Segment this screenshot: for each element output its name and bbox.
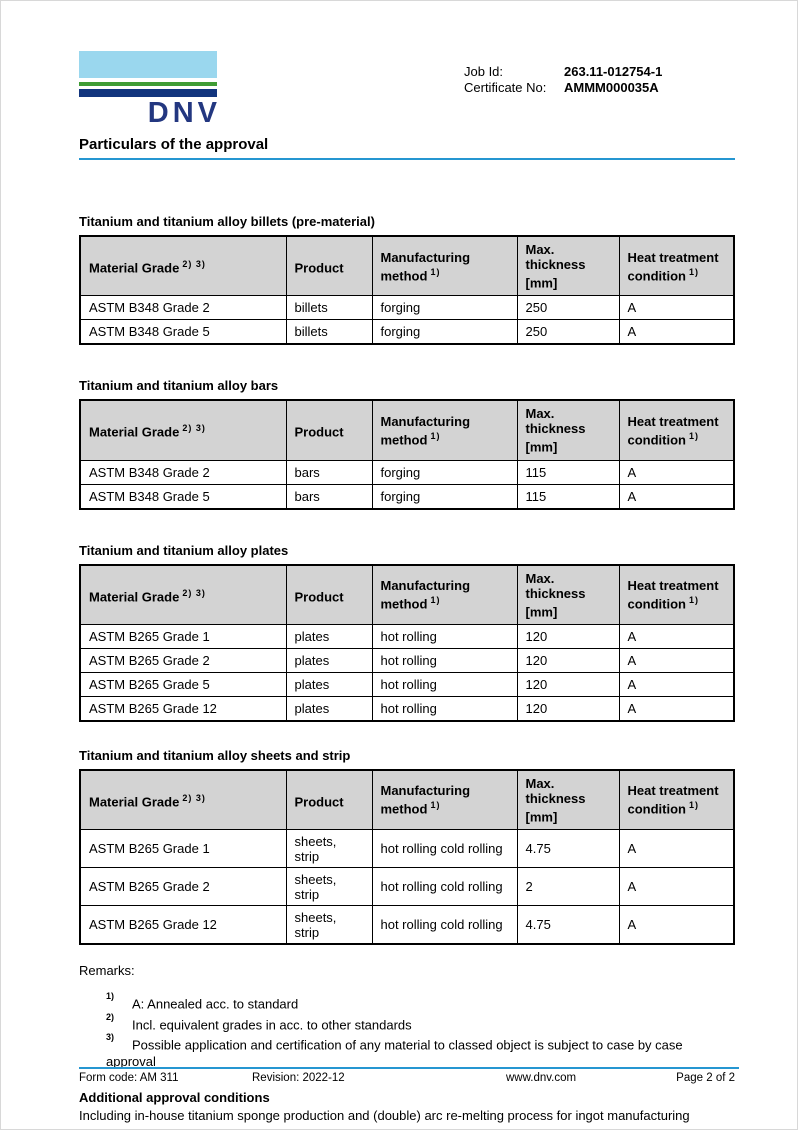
- remark-number: 3): [106, 1031, 115, 1042]
- certificate-no-row: [464, 80, 662, 96]
- col-header-heat-treatment: Heat treatment condition $^{1)}$: [619, 770, 734, 830]
- cell-material-grade: ASTM B265 Grade 12: [80, 696, 286, 721]
- plates-table: [79, 564, 735, 722]
- cell-product: billets: [286, 320, 372, 345]
- col-header-max-thickness: Max. thickness [mm]: [517, 770, 619, 830]
- billets-table: [79, 235, 735, 345]
- cell-method: hot rolling: [372, 648, 517, 672]
- cell-thickness: 2: [517, 868, 619, 906]
- note-ref: 2) 3): [182, 259, 206, 269]
- remark-number: 2): [106, 1011, 115, 1022]
- cell-material-grade: ASTM B265 Grade 5: [80, 672, 286, 696]
- job-id-value: 263.11-012754-1: [564, 64, 663, 79]
- table-row: [80, 320, 734, 345]
- cell-method: hot rolling cold rolling: [372, 868, 517, 906]
- col-header-product: Product: [286, 236, 372, 296]
- logo-navy-band: [79, 89, 217, 97]
- table-row: [80, 696, 734, 721]
- cell-thickness: 4.75: [517, 830, 619, 868]
- note-ref: 2) 3): [182, 587, 206, 598]
- remark-item: [106, 1033, 735, 1070]
- cell-method: forging: [372, 320, 517, 345]
- cell-thickness: 120: [517, 648, 619, 672]
- cell-product: bars: [286, 460, 372, 484]
- table-header-row: [80, 565, 734, 625]
- remark-text: Possible application and certification of any material to classed object is subject to case by case approval: [106, 1037, 683, 1070]
- table-row: [80, 830, 734, 868]
- col-header-heat-treatment: Heat treatment condition $^{1)}$: [619, 565, 734, 625]
- remark-item: [106, 1013, 735, 1033]
- page-footer: [79, 1067, 739, 1086]
- cell-material-grade: ASTM B265 Grade 1: [80, 830, 286, 868]
- footer-website-link[interactable]: www.dnv.com: [506, 1072, 577, 1084]
- cell-method: forging: [372, 460, 517, 484]
- table-title-billets: Titanium and titanium alloy billets (pre-material): [79, 214, 375, 229]
- table-row: [80, 672, 734, 696]
- remarks-list: [79, 992, 735, 1070]
- cell-thickness: 115: [517, 460, 619, 484]
- cell-thickness: 115: [517, 484, 619, 509]
- col-header-manufacturing-method: Manufacturing method $^{1)}$: [372, 770, 517, 830]
- cell-product: billets: [286, 296, 372, 320]
- cell-method: hot rolling: [372, 672, 517, 696]
- table-row: [80, 868, 734, 906]
- job-id-row: [464, 64, 662, 80]
- cell-method: hot rolling cold rolling: [372, 830, 517, 868]
- additional-conditions-text: Including in-house titanium sponge production and (double) arc re-melting process for ingot manufacturing: [79, 1108, 690, 1124]
- cell-product: plates: [286, 648, 372, 672]
- title-rule: [79, 158, 735, 160]
- cell-thickness: 4.75: [517, 906, 619, 945]
- col-header-material-grade: Material Grade $^{2) 3)}$: [80, 236, 286, 296]
- page-title: Particulars of the approval: [79, 136, 269, 153]
- cell-method: hot rolling: [372, 624, 517, 648]
- note-ref: 1): [689, 595, 700, 606]
- note-ref: 1): [430, 266, 441, 277]
- footer-row: [79, 1072, 739, 1086]
- note-ref: 1): [689, 800, 700, 811]
- sheets-strip-table: [79, 769, 735, 945]
- col-header-material-grade: Material Grade $^{2) 3)}$: [80, 770, 286, 830]
- cell-thickness: 250: [517, 296, 619, 320]
- bars-table: [79, 399, 735, 509]
- cell-heat-treatment: A: [619, 648, 734, 672]
- remark-text: Incl. equivalent grades in acc. to other standards: [132, 1016, 412, 1032]
- col-header-product: Product: [286, 565, 372, 625]
- note-ref: 1): [430, 800, 441, 811]
- note-ref: 1): [430, 430, 441, 441]
- cell-product: sheets, strip: [286, 830, 372, 868]
- cell-heat-treatment: A: [619, 830, 734, 868]
- table-title-plates: Titanium and titanium alloy plates: [79, 542, 289, 558]
- certificate-no-label: Certificate No:: [464, 79, 547, 95]
- cell-heat-treatment: A: [619, 868, 734, 906]
- cell-material-grade: ASTM B348 Grade 5: [80, 484, 286, 509]
- note-ref: 1): [430, 595, 441, 606]
- col-header-max-thickness: Max. thickness [mm]: [517, 236, 619, 296]
- cell-heat-treatment: A: [619, 320, 734, 345]
- table-row: [80, 624, 734, 648]
- col-header-max-thickness: Max. thickness [mm]: [517, 400, 619, 460]
- cell-method: hot rolling: [372, 696, 517, 721]
- logo-sky-band: [79, 51, 217, 78]
- note-ref: 2) 3): [182, 423, 206, 434]
- cell-thickness: 120: [517, 696, 619, 721]
- note-ref: 1): [689, 430, 700, 441]
- table-title-bars: Titanium and titanium alloy bars: [79, 378, 279, 394]
- col-header-product: Product: [286, 770, 372, 830]
- cell-thickness: 120: [517, 672, 619, 696]
- col-header-manufacturing-method: Manufacturing method $^{1)}$: [372, 236, 517, 296]
- cell-method: forging: [372, 296, 517, 320]
- cell-material-grade: ASTM B265 Grade 12: [80, 906, 286, 945]
- table-header-row: [80, 400, 734, 460]
- cell-material-grade: ASTM B265 Grade 1: [80, 624, 286, 648]
- col-header-max-thickness: Max. thickness [mm]: [517, 565, 619, 625]
- cell-product: plates: [286, 672, 372, 696]
- col-header-material-grade: Material Grade $^{2) 3)}$: [80, 565, 286, 625]
- table-header-row: [80, 770, 734, 830]
- col-header-heat-treatment: Heat treatment condition $^{1)}$: [619, 236, 734, 296]
- logo-wordmark: DNV: [147, 97, 221, 129]
- cell-product: plates: [286, 624, 372, 648]
- cell-thickness: 250: [517, 320, 619, 345]
- cell-product: bars: [286, 484, 372, 509]
- col-header-product: Product: [286, 400, 372, 460]
- cell-method: hot rolling cold rolling: [372, 906, 517, 945]
- cell-heat-treatment: A: [619, 296, 734, 320]
- cell-material-grade: ASTM B265 Grade 2: [80, 868, 286, 906]
- cell-product: sheets, strip: [286, 906, 372, 945]
- col-header-manufacturing-method: Manufacturing method $^{1)}$: [372, 400, 517, 460]
- remarks-label: Remarks:: [79, 963, 135, 979]
- footer-form-code: Form code: AM 311: [79, 1072, 179, 1084]
- cell-heat-treatment: A: [619, 672, 734, 696]
- job-info-block: [464, 64, 662, 95]
- col-header-manufacturing-method: Manufacturing method $^{1)}$: [372, 565, 517, 625]
- cell-heat-treatment: A: [619, 696, 734, 721]
- cell-heat-treatment: A: [619, 460, 734, 484]
- note-ref: 2) 3): [182, 792, 206, 803]
- cell-material-grade: ASTM B348 Grade 2: [80, 460, 286, 484]
- document-header: [79, 1, 735, 129]
- table-header-row: [80, 236, 734, 296]
- cell-material-grade: ASTM B265 Grade 2: [80, 648, 286, 672]
- certificate-no-value: AMMM000035A: [564, 79, 659, 95]
- cell-thickness: 120: [517, 624, 619, 648]
- note-ref: 1): [689, 266, 700, 277]
- dnv-logo: [79, 51, 221, 129]
- table-row: [80, 484, 734, 509]
- logo-green-band: [79, 82, 217, 86]
- table-row: [80, 906, 734, 945]
- table-title-sheets-strip: Titanium and titanium alloy sheets and strip: [79, 747, 351, 763]
- cell-heat-treatment: A: [619, 624, 734, 648]
- cell-heat-treatment: A: [619, 484, 734, 509]
- footer-revision: Revision: 2022-12: [252, 1072, 345, 1084]
- additional-conditions-heading: Additional approval conditions: [79, 1090, 270, 1106]
- footer-page-number: Page 2 of 2: [676, 1072, 735, 1084]
- job-id-label: Job Id:: [464, 64, 504, 79]
- cell-method: forging: [372, 484, 517, 509]
- col-header-heat-treatment: Heat treatment condition $^{1)}$: [619, 400, 734, 460]
- remark-number: 1): [106, 991, 115, 1002]
- table-row: [80, 296, 734, 320]
- table-row: [80, 460, 734, 484]
- remark-item: [106, 992, 735, 1012]
- cell-heat-treatment: A: [619, 906, 734, 945]
- cell-product: sheets, strip: [286, 868, 372, 906]
- cell-material-grade: ASTM B348 Grade 2: [80, 296, 286, 320]
- cell-product: plates: [286, 696, 372, 721]
- cell-material-grade: ASTM B348 Grade 5: [80, 320, 286, 345]
- col-header-material-grade: Material Grade $^{2) 3)}$: [80, 400, 286, 460]
- remark-text: A: Annealed acc. to standard: [132, 996, 299, 1012]
- table-row: [80, 648, 734, 672]
